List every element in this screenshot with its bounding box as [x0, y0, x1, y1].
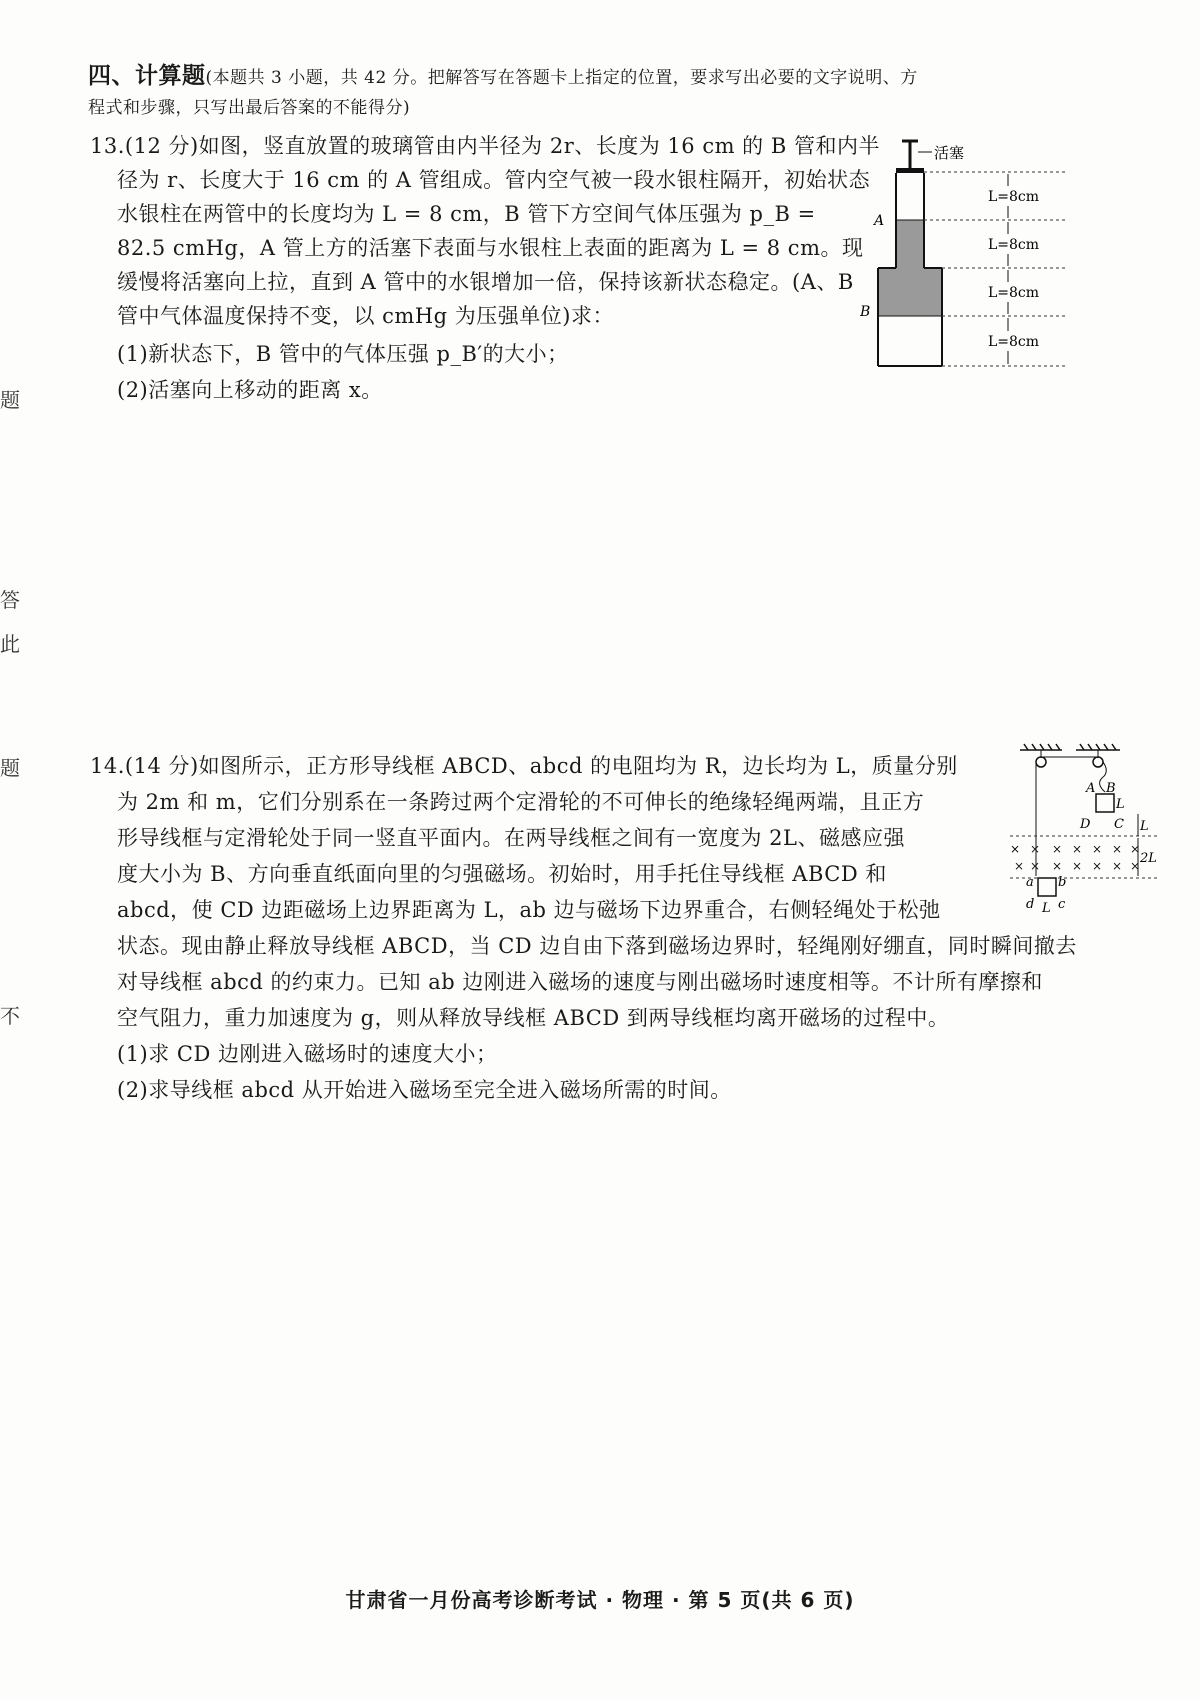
margin-char: 题: [0, 756, 20, 780]
svg-text:L: L: [1042, 901, 1051, 916]
q14-subquestion-1: (1)求 CD 边刚进入磁场时的速度大小；: [117, 1042, 498, 1066]
svg-text:×: ×: [1072, 859, 1083, 873]
svg-text:a: a: [1026, 875, 1034, 890]
svg-text:×: ×: [1112, 842, 1123, 856]
q13-line: 径为 r、长度大于 16 cm 的 A 管组成。管内空气被一段水银柱隔开，初始状态: [117, 168, 871, 192]
svg-text:×: ×: [1052, 842, 1063, 856]
dim-label: L=8cm: [988, 237, 1040, 253]
q14-line: 14.(14 分)如图所示，正方形导线框 ABCD、abcd 的电阻均为 R，边长均为 L，质量分别: [90, 754, 958, 778]
dim-label: L=8cm: [988, 285, 1040, 301]
q14-frames-figure: [1010, 742, 1160, 922]
q14-line: 对导线框 abcd 的约束力。已知 ab 边刚进入磁场的速度与刚出磁场时速度相等。不计所有摩擦和: [117, 970, 1043, 994]
section-note-cont: 程式和步骤，只写出最后答案的不能得分): [88, 98, 411, 118]
mercury-a: [896, 220, 924, 268]
piston: [896, 168, 924, 173]
dim-label: L=8cm: [988, 334, 1040, 350]
dim-label: L=8cm: [988, 189, 1040, 205]
q13-line: 水银柱在两管中的长度均为 L = 8 cm，B 管下方空间气体压强为 p_B =: [117, 202, 816, 226]
q14-line: abcd，使 CD 边距磁场上边界距离为 L，ab 边与磁场下边界重合，右侧轻绳处于松弛: [117, 898, 941, 922]
margin-char: 答: [0, 588, 20, 612]
svg-text:L: L: [1140, 819, 1149, 834]
q13-line: 13.(12 分)如图，竖直放置的玻璃管由内半径为 2r、长度为 16 cm 的 B 管和内半: [90, 134, 880, 158]
svg-text:×: ×: [1130, 842, 1141, 856]
ceiling: [1020, 744, 1120, 750]
svg-text:×: ×: [1092, 859, 1103, 873]
q13-subquestion-1: (1)新状态下，B 管中的气体压强 p_B′的大小；: [117, 342, 569, 366]
svg-text:×: ×: [1030, 842, 1041, 856]
tube-a-label: A: [874, 213, 885, 229]
right-pulley: [1093, 757, 1103, 767]
q14-subquestion-2: (2)求导线框 abcd 从开始进入磁场至完全进入磁场所需的时间。: [117, 1078, 732, 1102]
q14-line: 度大小为 B、方向垂直纸面向里的匀强磁场。初始时，用手托住导线框 ABCD 和: [117, 862, 887, 886]
svg-text:b: b: [1058, 875, 1067, 890]
q14-line: 形导线框与定滑轮处于同一竖直平面内。在两导线框之间有一宽度为 2L、磁感应强: [117, 826, 905, 850]
q14-line: 空气阻力，重力加速度为 g，则从释放导线框 ABCD 到两导线框均离开磁场的过程中。: [117, 1006, 950, 1030]
svg-text:×: ×: [1130, 859, 1141, 873]
svg-text:×: ×: [1052, 859, 1063, 873]
section-header: [88, 62, 918, 92]
piston-label: 活塞: [934, 144, 965, 162]
field-cross: ×: [1010, 842, 1021, 856]
q13-line: 缓慢将活塞向上拉，直到 A 管中的水银增加一倍，保持该新状态稳定。(A、B: [117, 270, 854, 294]
q14-line: 为 2m 和 m，它们分别系在一条跨过两个定滑轮的不可伸长的绝缘轻绳两端，且正方: [117, 790, 925, 814]
tube-b-label: B: [860, 304, 871, 320]
svg-text:D: D: [1080, 817, 1091, 832]
q13-line: 82.5 cmHg，A 管上方的活塞下表面与水银柱上表面的距离为 L = 8 cm。现: [117, 236, 864, 260]
svg-text:×: ×: [1014, 859, 1025, 873]
margin-char: 不: [0, 1004, 20, 1028]
svg-text:L: L: [1116, 797, 1125, 812]
section-title: 四、计算题: [88, 63, 206, 89]
q13-line: 管中气体温度保持不变，以 cmHg 为压强单位)求：: [117, 304, 614, 328]
mercury-b: [878, 268, 942, 316]
q13-subquestion-2: (2)活塞向上移动的距离 x。: [117, 378, 383, 402]
frame-abcd-lower: [1038, 878, 1056, 896]
q13-tube-figure: [860, 136, 1070, 376]
svg-text:A: A: [1086, 781, 1096, 796]
svg-text:B: B: [1106, 781, 1116, 796]
svg-text:c: c: [1058, 897, 1066, 912]
margin-char: 题: [0, 388, 20, 412]
svg-text:C: C: [1114, 817, 1124, 832]
page-footer: 甘肃省一月份高考诊断考试 · 物理 · 第 5 页(共 6 页): [345, 1588, 855, 1612]
svg-text:×: ×: [1092, 842, 1103, 856]
magnetic-field-crosses: [1014, 842, 1140, 873]
section-note: (本题共 3 小题，共 42 分。把解答写在答题卡上指定的位置，要求写出必要的文字说明、方: [205, 68, 918, 88]
svg-text:d: d: [1026, 897, 1035, 912]
left-pulley: [1036, 757, 1046, 767]
svg-text:2L: 2L: [1140, 851, 1157, 866]
svg-text:×: ×: [1072, 842, 1083, 856]
svg-text:×: ×: [1112, 859, 1123, 873]
svg-text:×: ×: [1030, 859, 1041, 873]
q14-line: 状态。现由静止释放导线框 ABCD，当 CD 边自由下落到磁场边界时，轻绳刚好绷直，同时瞬间撤去: [117, 934, 1077, 958]
frame-abcd-upper: [1096, 794, 1114, 812]
margin-char: 此: [0, 632, 20, 656]
